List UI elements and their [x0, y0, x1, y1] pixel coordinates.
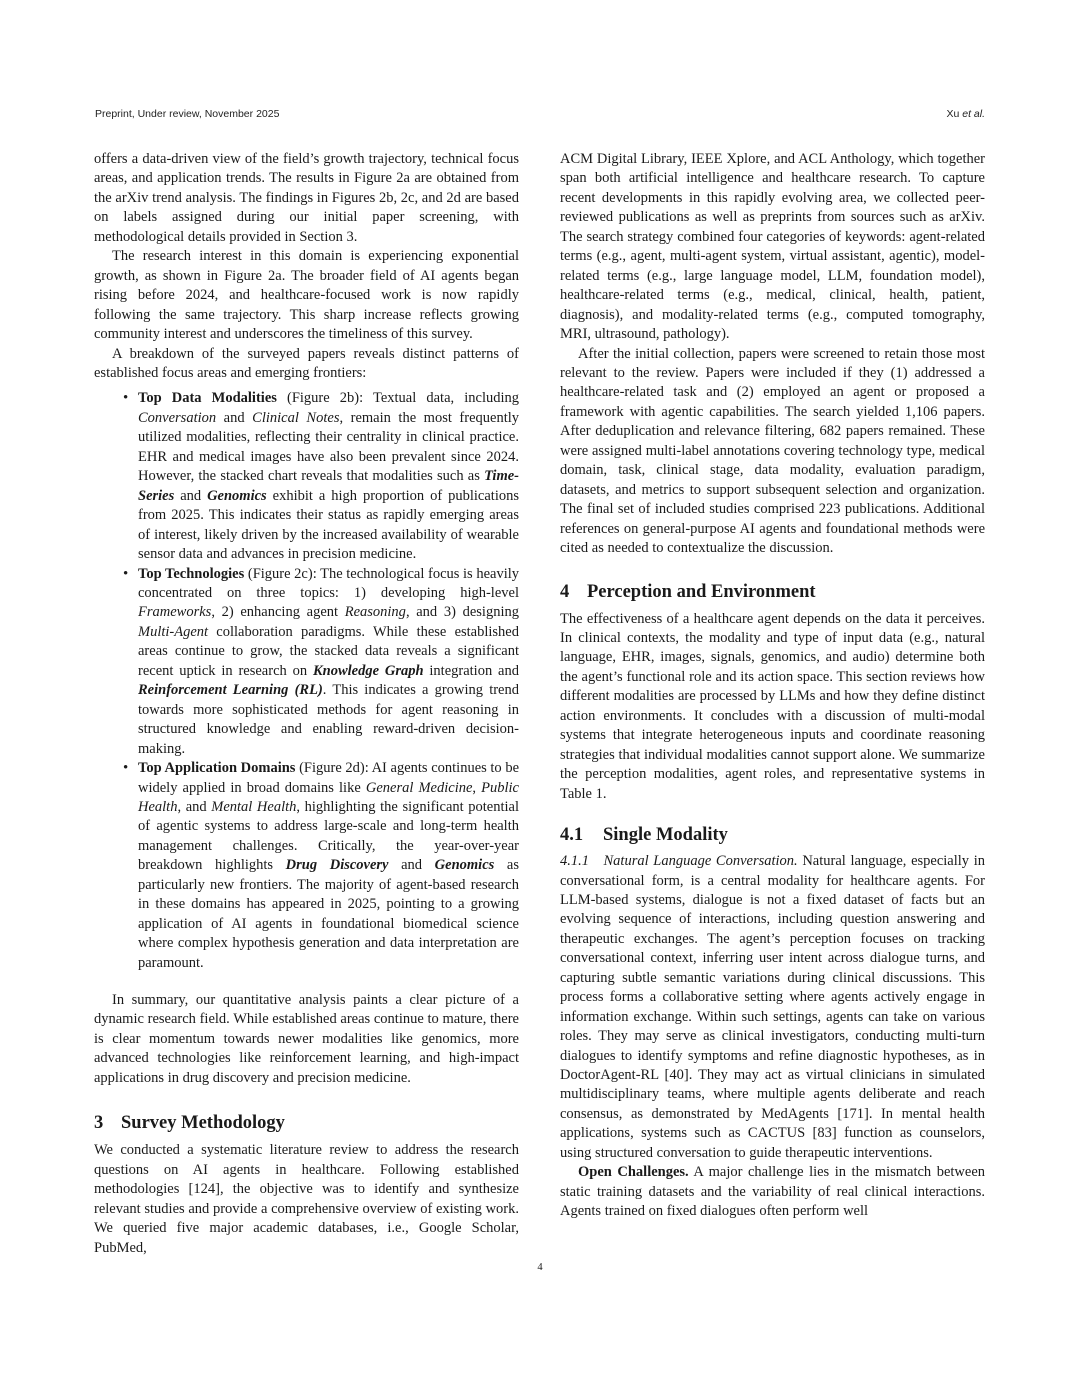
- text-span: and: [216, 409, 253, 426]
- italic-term: Multi-Agent: [138, 623, 209, 640]
- running-header-right: [946, 108, 985, 120]
- text-span: as particularly new frontiers. The majority of agent-based research in these domains has appeared in 2025, pointing to a growing application of AI agents in foundational biomedical science where complex hypothesis generation and data interpretation are paramount.: [138, 857, 519, 971]
- italic-term: General Medicine: [365, 779, 473, 796]
- text-span: , 2) enhancing agent: [211, 604, 345, 621]
- paragraph-perception: The effectiveness of a healthcare agent depends on the data it perceives. In clinical contexts, the modality and type of input data (e.g., natural language, EHR, images, signals, genomics, and audio) determine both the agent’s functional role and its action space. This section reviews how different modalities are processed by LLMs and how they define distinct action environments. It concludes with a discussion of multi-modal systems that integrate heterogeneous inputs and coordinate reasoning strategies that individual modalities cannot support alone. We summarize the perception modalities, agent roles, and representative systems in Table 1.: [560, 610, 985, 802]
- text-span: , and: [177, 798, 212, 815]
- bullet-application-domains: [138, 759, 519, 973]
- text-span: , remain the most frequently utilized modalities, reflecting their centrality in clinical practice. EHR and medical images have also been prevalent since 2024. However, the stacked chart reveals that modalities such as: [138, 409, 520, 485]
- text-span: (Figure 2c): The technological focus is heavily concentrated on three topics: 1) developing high-level: [138, 565, 519, 601]
- subsubsection-title: Natural Language Conversation.: [603, 853, 798, 870]
- author-name: Xu: [946, 108, 960, 120]
- section-title: Survey Methodology: [121, 1113, 285, 1134]
- bold-italic-term: Drug Discovery: [285, 857, 389, 874]
- text-span: A major challenge lies in the mismatch between static training datasets and the variability of real clinical interactions. Agents trained on fixed dialogues often perform well: [560, 1164, 986, 1220]
- paragraph-growth-overview: offers a data-driven view of the field’s growth trajectory, technical focus areas, and application trends. The results in Figure 2a are obtained from the arXiv trend analysis. The findings in Figures 2b, 2c, and 2d are based on labels assigned during our initial paper screening, with methodological details provided in Section 3.: [94, 151, 519, 245]
- italic-term: Reasoning: [344, 604, 406, 621]
- italic-term: Clinical Notes: [252, 409, 340, 426]
- text-span: , and 3) designing: [405, 604, 519, 621]
- bullet-title: Top Application Domains: [138, 760, 296, 777]
- text-span: and: [388, 857, 435, 874]
- page-number: 4: [537, 1262, 543, 1273]
- text-span: , highlighting the significant potential of agentic systems to address large-scale and long-term health management challenges. Critically, the year-over-year breakdown highlights: [138, 798, 520, 874]
- text-span: collaboration paradigms. While these established areas continue to grow, the stacked data reveals a significant recent uptick in research on: [138, 623, 519, 679]
- section-number: 4: [560, 581, 570, 602]
- running-header-left: Preprint, Under review, November 2025: [95, 108, 280, 120]
- italic-term: Conversation: [138, 409, 217, 426]
- paragraph-screening: After the initial collection, papers were screened to retain those most relevant to the review. Papers were included if they (1) addressed a healthcare-related task and (2) employed an agent or proposed a framework with agentic capabilities. The search yielded 1,106 papers. After deduplication and relevance filtering, 682 papers remained. These were assigned multi-label annotations covering technology type, medical domain, task, clinical stage, data modality, evaluation paradigm, datasets, and metrics to support subsequent selection and organization. The final set of included studies comprised 223 publications. Additional references on general-purpose AI agents and foundational methods were cited as needed to contextualize the discussion.: [560, 345, 985, 557]
- paragraph-breakdown-intro: A breakdown of the surveyed papers reveals distinct patterns of established focus areas and emerging frontiers:: [94, 345, 519, 381]
- bold-italic-term: Genomics: [434, 857, 495, 874]
- section-heading-3: [94, 1112, 519, 1134]
- text-span: . This indicates a growing trend towards more sophisticated methods for agent reasoning in structured knowledge and enabling reward-driven decision-making.: [138, 682, 519, 757]
- section-title: Perception and Environment: [587, 581, 816, 602]
- italic-term: Public Health: [138, 779, 519, 815]
- paragraph-methodology: We conducted a systematic literature review to address the research questions on AI agents in healthcare. Following established methodologies [124], the objective was to identify and synthesize relevant studies and provide a comprehensive overview of existing work. We queried five major academic databases, i.e., Google Scholar, PubMed,: [94, 1142, 519, 1256]
- run-in-heading: Open Challenges.: [578, 1164, 689, 1181]
- text-span: (Figure 2d): AI agents continues to be widely applied in broad domains like: [138, 760, 520, 796]
- right-column: [560, 150, 985, 1222]
- subsection-heading-4-1: [560, 824, 985, 846]
- paragraph-natural-language: [560, 852, 985, 1163]
- bullet-title: Top Data Modalities: [138, 390, 277, 407]
- left-column: [94, 150, 519, 1258]
- paragraph-summary: In summary, our quantitative analysis paints a clear picture of a dynamic research field. While established areas continue to mature, there is clear momentum towards newer modalities like genomics, more advanced technologies like reinforcement learning, and high-impact applications in drug discovery and precision medicine.: [94, 992, 519, 1086]
- text-span: integration and: [423, 662, 519, 679]
- paragraph-exponential-growth: The research interest in this domain is experiencing exponential growth, as shown in Figure 2a. The broader field of AI agents began rising before 2024, and healthcare-focused work is now rapidly following the same trajectory. This sharp increase reflects growing community interest and underscores the timeliness of this survey.: [94, 248, 519, 343]
- bullet-technologies: [138, 565, 519, 760]
- bold-italic-term: Time-Series: [138, 468, 519, 504]
- subsubsection-number: 4.1.1: [560, 853, 589, 870]
- text-span: ,: [472, 779, 482, 796]
- text-span: and: [174, 487, 208, 504]
- subsection-number: 4.1: [560, 825, 584, 846]
- bold-italic-term: Knowledge Graph: [312, 662, 424, 679]
- italic-term: Frameworks: [138, 604, 212, 621]
- text-span: Natural language, especially in conversational form, is a central modality for healthcare agents. For LLM-based systems, dialogue is not a fixed dataset of facts but an evolving sequence of interactions, including question answering and therapeutic exchanges. The agent’s perception focuses on tracking conversational context, inferring user intent across dialogue turns, and capturing subtle semantic variations during clinical discussions. This process forms a collaborative setting where agents actively engage in information exchange. Within such settings, agents can take on various roles. They may serve as clinical investigators, conducting multi-turn dialogues to identify symptoms and refine diagnostic hypotheses, as in DoctorAgent-RL [40]. They may act as virtual clinicians in simulated multidisciplinary teams, where multiple agents deliberate and reach consensus, as demonstrated by MedAgents [171]. In mental health applications, systems such as CACTUS [83] function as counselors, using structured conversation to guide therapeutic interventions.: [560, 853, 985, 1161]
- section-heading-4: [560, 581, 985, 603]
- paragraph-databases: ACM Digital Library, IEEE Xplore, and ACL Anthology, which together span both artificial intelligence and healthcare research. To capture recent developments in this rapidly evolving area, we collected peer-reviewed publications as well as preprints from sources such as arXiv. The search strategy combined four categories of keywords: agent-related terms (e.g., agent, multi-agent system, virtual assistant, agentic), model-related terms (e.g., large language model, LLM, foundation model), healthcare-related terms (e.g., medical, clinical, health, patient, diagnosis), and modality-related terms (e.g., computed tomography, MRI, ultrasound, pathology).: [560, 151, 985, 343]
- text-span: exhibit a high proportion of publications from 2025. This indicates their status as rapidly emerging areas of interest, likely driven by the increased availability of wearable sensor data and advances in precision medicine.: [138, 487, 519, 563]
- italic-term: Mental Health: [211, 798, 297, 815]
- section-number: 3: [94, 1113, 104, 1134]
- findings-list: [94, 389, 519, 973]
- bullet-title: Top Technologies: [138, 565, 245, 582]
- bold-italic-term: Reinforcement Learning (RL): [138, 682, 323, 699]
- bold-italic-term: Genomics: [207, 487, 267, 504]
- text-span: (Figure 2b): Textual data, including: [276, 390, 519, 407]
- bullet-data-modalities: [138, 389, 519, 564]
- author-etal: et al.: [962, 108, 985, 120]
- paragraph-open-challenges: [560, 1163, 985, 1221]
- subsection-title: Single Modality: [603, 825, 728, 846]
